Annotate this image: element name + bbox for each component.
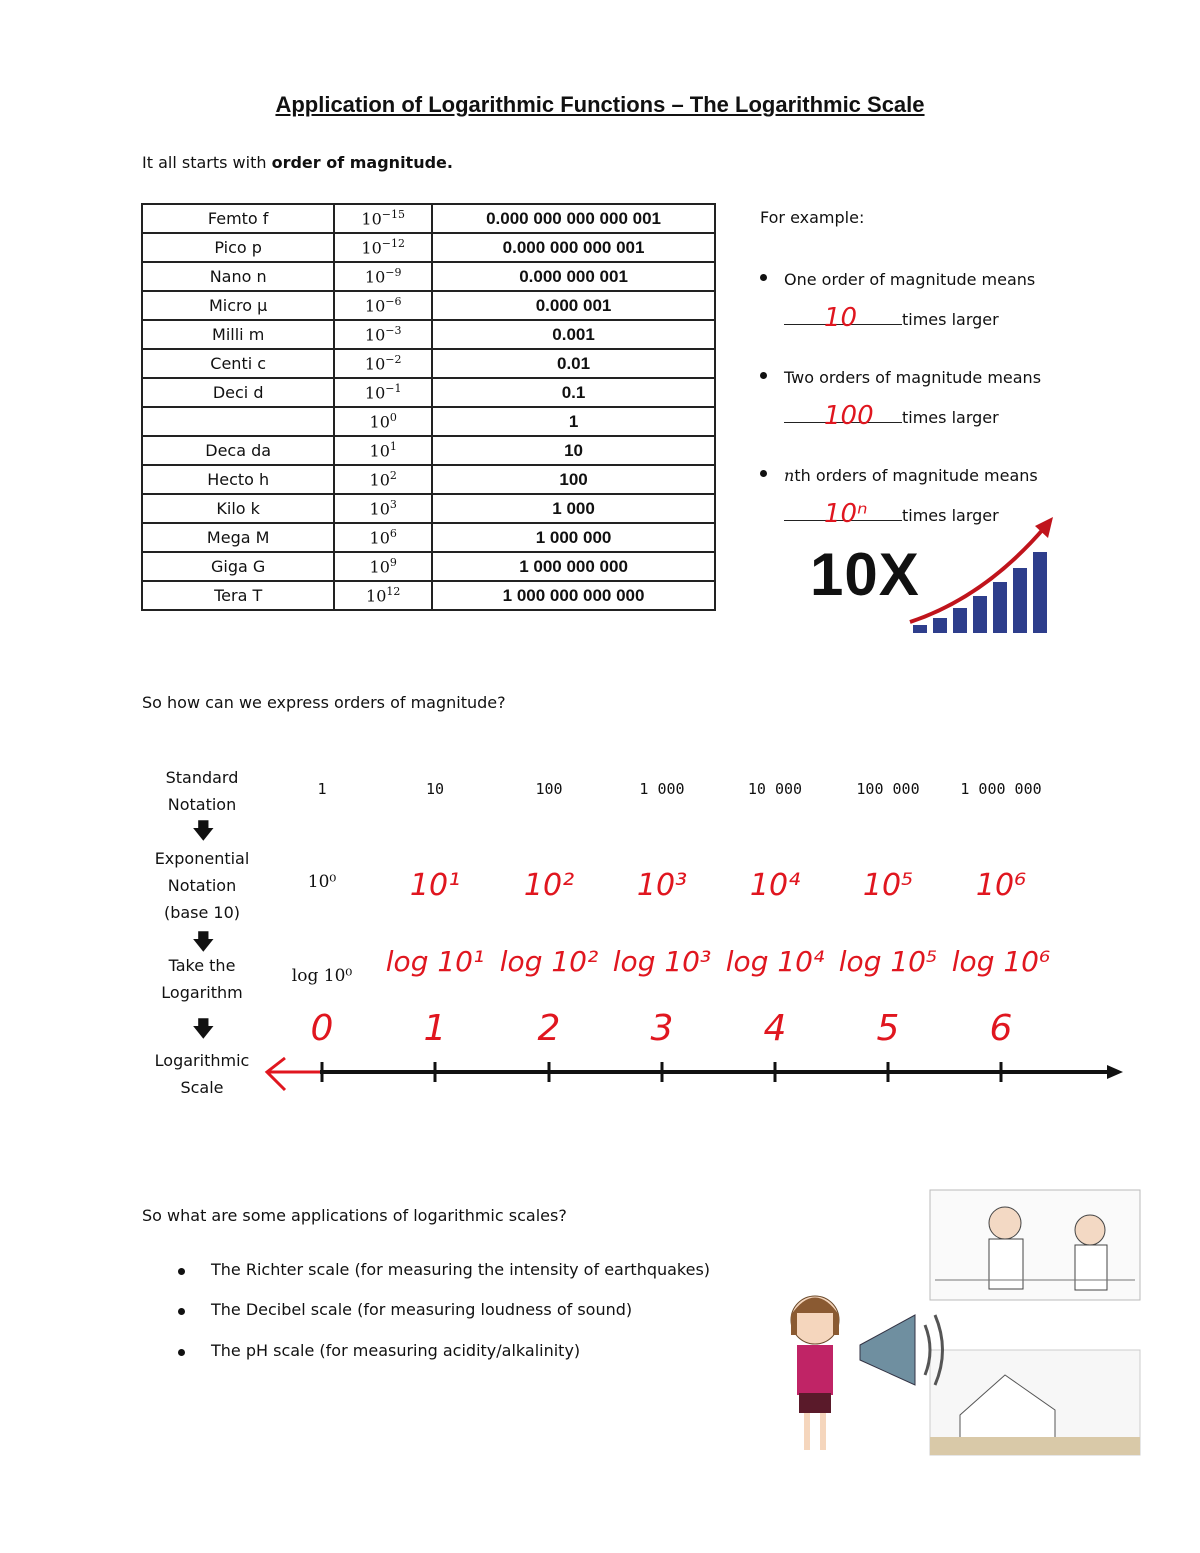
label-logarithm: Take the Logarithm: [161, 956, 243, 1002]
answer-blank: [784, 401, 902, 431]
value-cell: 10: [432, 436, 715, 465]
power-exponent: 1: [389, 440, 397, 454]
power-cell: $10^{-15}$: [334, 204, 432, 233]
power-cell: $10^9$: [334, 552, 432, 581]
lab-scene: [930, 1190, 1140, 1300]
scale-value: 5: [876, 1008, 900, 1049]
handwritten-exponential: 10⁴: [749, 868, 801, 903]
power-exponent: −15: [381, 208, 405, 222]
prefix-cell: Tera T: [142, 581, 334, 610]
value-cell: 0.000 000 001: [432, 262, 715, 291]
example-list: [760, 260, 1041, 554]
prefix-cell: [142, 407, 334, 436]
value-cell: 1 000: [432, 494, 715, 523]
table-row: [142, 494, 715, 523]
prefix-cell: Giga G: [142, 552, 334, 581]
power-cell: $10^{-9}$: [334, 262, 432, 291]
prefix-cell: Kilo k: [142, 494, 334, 523]
table-row: [142, 581, 715, 610]
standard-value: 10 000: [747, 780, 803, 798]
growth-chart-icon: [905, 512, 1065, 637]
scale-value: 1: [423, 1008, 447, 1049]
intro-text: [142, 153, 453, 172]
power-exponent: −2: [385, 353, 402, 367]
value-cell: 1 000 000 000 000: [432, 581, 715, 610]
power-cell: $10^1$: [334, 436, 432, 465]
scale-value: 6: [989, 1008, 1013, 1049]
bullet-icon: [178, 1268, 185, 1275]
value-cell: 0.001: [432, 320, 715, 349]
label-standard: Standard Notation: [165, 768, 239, 814]
prefix-cell: Mega M: [142, 523, 334, 552]
standard-value: 1 000: [639, 780, 685, 798]
example-label: For example:: [760, 208, 865, 227]
table-row: [142, 465, 715, 494]
answer-blank: [784, 499, 902, 529]
down-arrow-icon: 🡇: [192, 930, 215, 955]
ten-x-label: 10X: [810, 541, 920, 608]
table-row: [142, 552, 715, 581]
power-exponent: −3: [385, 324, 402, 338]
handwritten-log: log 10⁶: [951, 945, 1051, 978]
applications-illustration: [775, 1185, 1145, 1460]
scale-value: 2: [537, 1008, 561, 1049]
power-exponent: −1: [385, 382, 402, 396]
prefix-cell: Milli m: [142, 320, 334, 349]
prefix-cell: Deci d: [142, 378, 334, 407]
megaphone-icon: [860, 1315, 915, 1385]
prefix-cell: Micro μ: [142, 291, 334, 320]
scale-value: 3: [650, 1008, 674, 1049]
handwritten-exponential: 10¹: [409, 868, 461, 903]
power-exponent: 0: [389, 411, 397, 425]
standard-value: 100: [535, 780, 563, 798]
left-arrow-icon: [267, 1058, 320, 1090]
power-exponent: −12: [381, 237, 405, 251]
example-item-3: nth orders of magnitude means 10ⁿ times larger: [760, 456, 1041, 536]
table-row: [142, 233, 715, 262]
value-cell: 0.01: [432, 349, 715, 378]
prefix-cell: Femto f: [142, 204, 334, 233]
power-cell: $10^6$: [334, 523, 432, 552]
label-scale: Logarithmic Scale: [154, 1051, 250, 1097]
example-item-1: One order of magnitude means 10 times larger: [760, 260, 1041, 340]
standard-value: 1 000 000: [960, 780, 1042, 798]
question-3: So what are some applications of logarithmic scales?: [142, 1206, 567, 1225]
table-row: [142, 262, 715, 291]
value-cell: 0.1: [432, 378, 715, 407]
standard-value: 100 000: [856, 780, 920, 798]
power-exponent: 3: [389, 498, 397, 512]
table-row: [142, 320, 715, 349]
handwritten-answer: 10: [824, 303, 858, 333]
handwritten-exponential: 10²: [523, 868, 575, 903]
value-cell: 0.000 000 000 000 001: [432, 204, 715, 233]
handwritten-log: log 10²: [499, 945, 599, 978]
power-exponent: 6: [389, 527, 397, 541]
label-exponential: Exponential Notation (base 10): [154, 849, 250, 922]
application-item: The Decibel scale (for measuring loudness of sound): [170, 1300, 770, 1319]
application-item: The Richter scale (for measuring the intensity of earthquakes): [170, 1260, 770, 1279]
value-cell: 1: [432, 407, 715, 436]
handwritten-exponential: 10⁵: [862, 868, 914, 903]
number-line: [255, 1050, 1135, 1100]
table-row: [142, 378, 715, 407]
power-cell: $10^{-12}$: [334, 233, 432, 262]
handwritten-exponential: 10³: [636, 868, 688, 903]
value-cell: 1 000 000 000: [432, 552, 715, 581]
value-cell: 1 000 000: [432, 523, 715, 552]
down-arrow-icon: 🡇: [192, 819, 215, 844]
scale-value: 4: [763, 1008, 787, 1049]
application-item: The pH scale (for measuring acidity/alkalinity): [170, 1341, 770, 1360]
log-value: log 10⁰: [291, 966, 353, 986]
power-cell: $10^{-1}$: [334, 378, 432, 407]
power-cell: $10^2$: [334, 465, 432, 494]
power-cell: $10^{-3}$: [334, 320, 432, 349]
bullet-icon: [760, 470, 767, 477]
magnitude-table: [141, 203, 716, 611]
power-exponent: −9: [385, 266, 402, 280]
power-exponent: 12: [386, 585, 401, 599]
handwritten-log: log 10¹: [385, 945, 485, 978]
answer-blank: [784, 303, 902, 333]
prefix-cell: Nano n: [142, 262, 334, 291]
handwritten-log: log 10⁴: [725, 945, 825, 978]
table-row: [142, 204, 715, 233]
table-row: [142, 523, 715, 552]
exponential-value: 10⁰: [307, 872, 337, 892]
scale-value: 0: [310, 1008, 334, 1049]
handwritten-answer: 100: [824, 401, 874, 431]
handwritten-log: log 10³: [612, 945, 712, 978]
power-exponent: 9: [389, 556, 397, 570]
question-2: So how can we express orders of magnitude?: [142, 693, 506, 712]
intro-bold: order of magnitude.: [271, 153, 453, 172]
bullet-icon: [178, 1308, 185, 1315]
standard-value: 1: [317, 780, 327, 798]
table-row: [142, 436, 715, 465]
standard-value: 10: [425, 780, 445, 798]
power-cell: $10^0$: [334, 407, 432, 436]
page-title: Application of Logarithmic Functions – The Logarithmic Scale: [275, 92, 925, 117]
intro-prefix: It all starts with: [142, 153, 272, 172]
table-row: [142, 349, 715, 378]
handwritten-log: log 10⁵: [838, 945, 938, 978]
power-cell: $10^{-2}$: [334, 349, 432, 378]
down-arrow-icon: 🡇: [192, 1017, 215, 1042]
prefix-cell: Deca da: [142, 436, 334, 465]
power-exponent: 2: [389, 469, 397, 483]
power-exponent: −6: [385, 295, 402, 309]
table-row: [142, 407, 715, 436]
bullet-icon: [760, 372, 767, 379]
handwritten-answer: 10ⁿ: [824, 499, 868, 529]
bullet-icon: [178, 1349, 185, 1356]
value-cell: 0.000 001: [432, 291, 715, 320]
prefix-cell: Centi c: [142, 349, 334, 378]
prefix-cell: Hecto h: [142, 465, 334, 494]
prefix-cell: Pico p: [142, 233, 334, 262]
value-cell: 100: [432, 465, 715, 494]
example-item-2: Two orders of magnitude means 100 times larger: [760, 358, 1041, 438]
bullet-icon: [760, 274, 767, 281]
power-cell: $10^{-6}$: [334, 291, 432, 320]
value-cell: 0.000 000 000 001: [432, 233, 715, 262]
power-cell: $10^3$: [334, 494, 432, 523]
handwritten-exponential: 10⁶: [975, 868, 1027, 903]
power-cell: $10^{12}$: [334, 581, 432, 610]
table-row: [142, 291, 715, 320]
